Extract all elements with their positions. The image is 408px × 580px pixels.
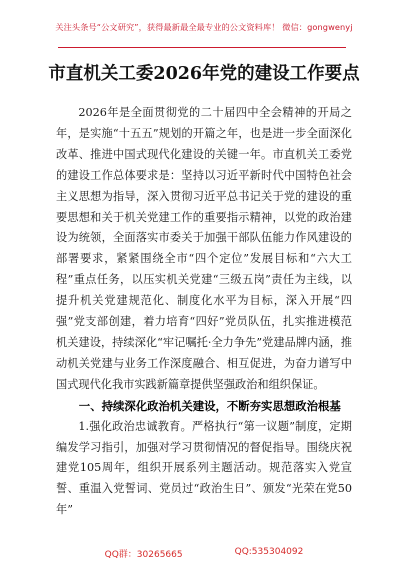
intro-paragraph: 2026年是全面贯彻党的二十届四中全会精神的开局之年，是实施“十五五”规划的开篇之年，也是进一步全面深化改革、推进中国式现代化建设的关键一年。市直机关工委党的建设工作总体要求是：坚持以习近平新时代中国特色社会主义思想为指导，深入贯彻习近平总书记关于党的建设的重要思想和关于机关党建工作的重要指示精神，以党的政治建设为统领，全面落实市委关于加强干部队伍能力作风建设的部署要求，紧紧围绕全市“四个定位”发展目标和“六大工程”重点任务，以压实机关党建“三级五岗”责任为主线，以提升机关党建规范化、制度化水平为目标，深入开展“四强”党支部创建，着力培育“四好”党员队伍，扎实推进模范机关建设，持续深化“牢记嘱托·全力争先”党建品牌内涵，推动机关党建与业务工作深度融合、相互促进，为奋力谱写中国式现代化我市实践新篇章提供坚强政治和组织保证。 bbox=[56, 106, 352, 391]
header-divider bbox=[58, 47, 346, 48]
document-title: 市直机关工委2026年党的建设工作要点 bbox=[48, 64, 360, 84]
header-banner: 关注头条号“公文研究”，获得最新最全最专业的公文资料库！ 微信：gongwenyj bbox=[55, 22, 353, 32]
footer bbox=[0, 547, 408, 560]
document-body bbox=[56, 103, 352, 521]
footer-qq-group: QQ群：30265665 bbox=[104, 550, 183, 560]
footer-qq-contact: QQ:535304092 bbox=[234, 547, 304, 557]
section-1-paragraph: 1.强化政治忠诚教育。严格执行“第一议题”制度，定期编发学习指引，加强对学习贯彻情况的督促指导。围绕庆祝建党105周年，组织开展系列主题活动。规范落实入党宣誓、重温入党誓词、党员过“政治生日”、颁发“光荣在党50年” bbox=[56, 419, 352, 517]
section-heading-1: 一、持续深化政治机关建设，不断夯实思想政治根基 bbox=[78, 398, 341, 413]
